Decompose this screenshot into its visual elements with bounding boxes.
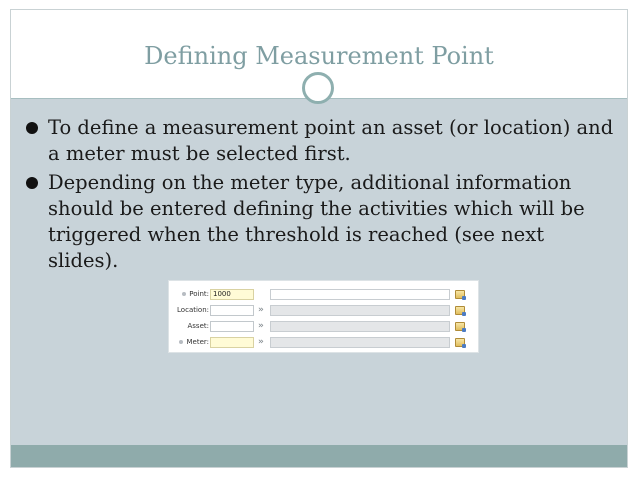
- meter-description-field: [270, 337, 450, 348]
- asset-label: Asset:: [187, 322, 209, 330]
- measurement-point-form: [168, 280, 479, 353]
- double-chevron-icon[interactable]: »: [258, 305, 264, 315]
- lookup-icon[interactable]: [455, 290, 465, 299]
- meter-label: Meter:: [179, 338, 209, 346]
- form-row-meter: [169, 337, 480, 349]
- bottom-bar: [11, 445, 627, 467]
- asset-input[interactable]: [210, 321, 254, 332]
- form-row-location: [169, 305, 480, 317]
- location-input[interactable]: [210, 305, 254, 316]
- lookup-icon[interactable]: [455, 338, 465, 347]
- form-row-asset: [169, 321, 480, 333]
- bullet-dot-icon: [26, 122, 38, 134]
- bullet-list: [20, 115, 620, 277]
- location-label: Location:: [177, 306, 209, 314]
- ring-decoration-icon: [302, 72, 334, 104]
- double-chevron-icon[interactable]: »: [258, 337, 264, 347]
- bullet-text: Depending on the meter type, additional information should be entered defining the activities which will be triggered when the threshold is reached (see next slides).: [48, 171, 585, 272]
- required-marker-icon: [179, 340, 183, 344]
- asset-description-field: [270, 321, 450, 332]
- slide-title: Defining Measurement Point: [144, 42, 494, 70]
- point-description-field[interactable]: [270, 289, 450, 300]
- location-description-field: [270, 305, 450, 316]
- bullet-item: [20, 115, 620, 167]
- required-marker-icon: [182, 292, 186, 296]
- lookup-icon[interactable]: [455, 322, 465, 331]
- point-input[interactable]: 1000: [210, 289, 254, 300]
- form-row-point: [169, 289, 480, 301]
- bullet-dot-icon: [26, 177, 38, 189]
- meter-input[interactable]: [210, 337, 254, 348]
- bullet-item: [20, 170, 620, 274]
- point-label: Point:: [182, 290, 209, 298]
- double-chevron-icon[interactable]: »: [258, 321, 264, 331]
- bullet-text: To define a measurement point an asset (or location) and a meter must be selected first.: [48, 116, 614, 165]
- lookup-icon[interactable]: [455, 306, 465, 315]
